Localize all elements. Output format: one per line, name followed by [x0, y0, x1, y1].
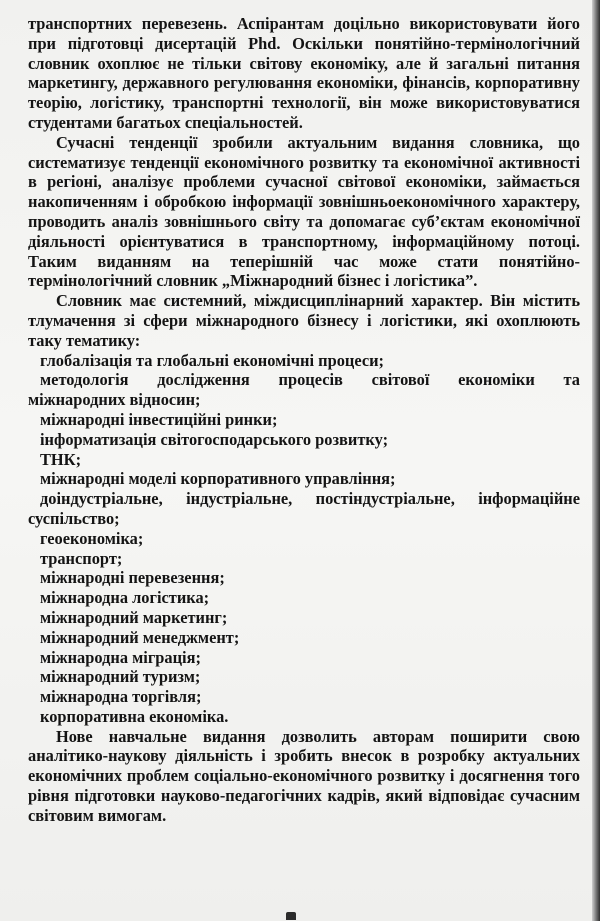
topic-line: інформатизація світогосподарського розвитку;: [40, 429, 389, 449]
topic-item: геоекономіка;: [40, 528, 144, 548]
topic-item: транспорт;: [40, 548, 123, 568]
topic-line: міжнародні моделі корпоративного управління;: [40, 469, 396, 489]
topic-item: міжнародна міграція;: [40, 647, 201, 667]
topic-item: міжнародний туризм;: [40, 667, 201, 687]
topic-line: доіндустріальне, індустріальне, постіндустріальне, інформаційне: [40, 489, 580, 509]
paragraph-4: Нове навчальне видання дозволить авторам поширити свою аналітико-наукову діяльність і зробить внесок в розробку актуальних економічних проблем соціально-економічного розвитку і досягнення того рівня підготовки науково-педагогічних кадрів, який відповідає сучасним світовим вимогам.: [28, 726, 580, 825]
topic-item: корпоративна економіка.: [40, 706, 229, 726]
paragraph-3: Словник має системний, міждисциплінарний характер. Він містить тлумачення зі сфери міжнародного бізнесу і логістики, які охоплюють таку тематику:: [28, 291, 580, 350]
paragraph-1: транспортних перевезень. Аспірантам доцільно використовувати його при підготовці дисертацій Phd. Оскільки понятійно-термінологічний словник охоплює не тільки світову економіку, але й загальні питання маркетингу, державного регулювання економіки, фінансів, корпоративну теорію, логістику, транспортні технології, він може використовуватися студентами багатьох спеціальностей.: [28, 14, 580, 132]
topic-item: міжнародний менеджмент;: [40, 627, 240, 647]
scanner-edge: [592, 0, 600, 921]
topic-line: міжнародні інвестиційні ринки;: [40, 409, 278, 429]
topic-line: ТНК;: [40, 449, 82, 469]
page-text: [28, 14, 580, 826]
topic-item: міжнародна логістика;: [40, 588, 210, 608]
page-number-fragment: [286, 912, 296, 920]
paragraph-2: Сучасні тенденції зробили актуальним видання словника, що систематизує тенденції економічного розвитку та економічної активності в регіоні, аналізує проблеми сучасної світової економіки, займається накопиченням і обробкою інформації зовнішньоекономічного характеру, проводить аналіз зовнішнього світу та допомагає суб’єктам економічної діяльності орієнтуватися в транспортному, інформаційному потоці. Таким виданням на теперішній час може стати понятійно-термінологічний словник „Міжнародний бізнес і логістика”.: [28, 132, 580, 291]
topic-item: міжнародні перевезення;: [40, 568, 225, 588]
topic-line-continued: суспільство;: [28, 508, 120, 528]
topic-line: методологія дослідження процесів світової економіки та: [40, 370, 580, 390]
topic-line: глобалізація та глобальні економічні процеси;: [40, 350, 385, 370]
topic-item: міжнародна торгівля;: [40, 687, 202, 707]
topic-line-continued: міжнародних відносин;: [28, 390, 201, 410]
topic-item: міжнародний маркетинг;: [40, 607, 228, 627]
